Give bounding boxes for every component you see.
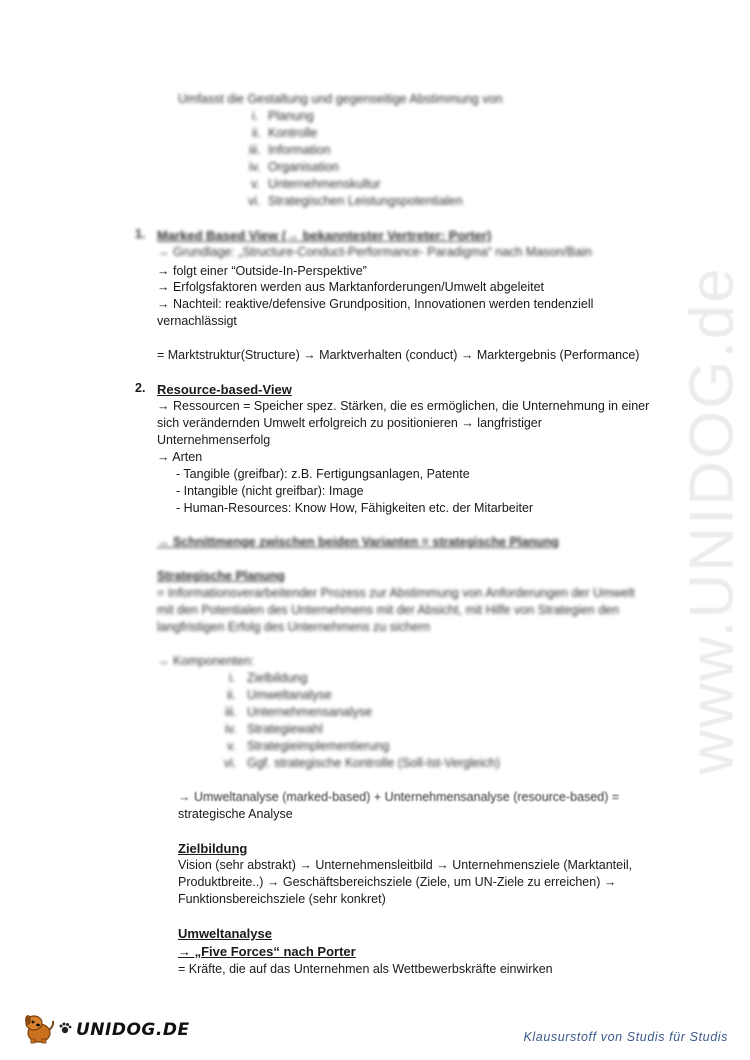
zielbildung-title: Zielbildung [178,841,248,856]
section1-line: vernachlässigt [157,314,237,328]
umweltanalyse-line: = Kräfte, die auf das Unternehmen als Wettbewerbskräfte einwirken [178,962,553,976]
component-item: Ggf. strategische Kontrolle (Soll-Ist-Vergleich) [247,756,500,770]
intro-item: Planung [268,109,314,123]
component-item: Zielbildung [247,671,308,685]
section2-type: - Tangible (greifbar): z.B. Fertigungsanlagen, Patente [176,467,470,481]
five-forces-heading: → „Five Forces“ nach Porter [178,944,356,959]
component-item: Unternehmensanalyse [247,705,373,719]
section2-line: sich verändernden Umwelt erfolgreich zu positionieren → langfristiger [157,416,542,430]
intro-item: Unternehmenskultur [268,177,381,191]
component-num: vi. [224,756,237,770]
section1-line: → Grundlage: „Structure-Conduct-Performance- Paradigma“ nach Mason/Bain [157,245,592,259]
section1-formula: = Marktstruktur(Structure) → Marktverhalten (conduct) → Marktergebnis (Performance) [157,348,640,362]
component-num: v. [227,739,236,753]
intersection-heading: → Schnittmenge zwischen beiden Varianten = strategische Planung [157,535,559,549]
zielbildung-line: Vision (sehr abstrakt) → Unternehmensleitbild → Unternehmensziele (Marktanteil, [178,858,633,872]
component-item: Strategieimplementierung [247,739,390,753]
strategic-planning-title: Strategische Planung [157,569,285,583]
section2-title: Resource-based-View [157,382,292,397]
logo-text: UNIDOG.DE [76,1019,190,1040]
intro-item-num: i. [252,109,259,123]
section1-line: → Nachteil: reaktive/defensive Grundposition, Innovationen werden tendenziell [157,297,594,311]
paw-icon [58,1021,72,1038]
section2-number: 2. [135,381,146,395]
component-item: Strategiewahl [247,722,323,736]
intro-text: Umfasst die Gestaltung und gegenseitige Abstimmung von [178,92,503,106]
dog-icon [22,1012,56,1047]
intro-item: Organisation [268,160,339,174]
section2-type: - Human-Resources: Know How, Fähigkeiten etc. der Mitarbeiter [176,501,534,515]
component-num: iii. [225,705,237,719]
section2-line: → Ressourcen = Speicher spez. Stärken, die es ermöglichen, die Unternehmung in einer [157,399,650,413]
section1-line: → Erfolgsfaktoren werden aus Marktanforderungen/Umwelt abgeleitet [157,280,545,294]
component-num: iv. [225,722,237,736]
intro-item: Kontrolle [268,126,318,140]
strategic-planning-line: langfristigen Erfolg des Unternehmens zu sichern [157,620,431,634]
zielbildung-line: Produktbreite..) → Geschäftsbereichsziele (Ziele, um UN-Ziele zu erreichen) → [178,875,617,889]
intro-item: Information [268,143,331,157]
section2-type: - Intangible (nicht greifbar): Image [176,484,364,498]
section2-line: Unternehmenserfolg [157,433,271,447]
zielbildung-line: Funktionsbereichsziele (sehr konkret) [178,892,386,906]
analysis-line: → Umweltanalyse (marked-based) + Unternehmensanalyse (resource-based) = [178,790,620,804]
analysis-line: strategische Analyse [178,807,293,821]
footer-tagline: Klausurstoff von Studis für Studis [523,1030,728,1044]
intro-item-num: ii. [252,126,262,140]
umweltanalyse-title: Umweltanalyse [178,926,272,941]
section2-line: → Arten [157,450,203,464]
watermark: www.UNIDOG.de [677,265,747,775]
intro-item-num: iii. [249,143,261,157]
section1-title: Marked Based View (→ bekanntester Vertreter: Porter) [157,228,492,243]
intro-item-num: v. [251,177,260,191]
strategic-planning-line: mit den Potentialen des Unternehmens mit der Absicht, mit Hilfe von Strategien den [157,603,620,617]
component-num: i. [229,671,236,685]
component-item: Umweltanalyse [247,688,332,702]
unidog-logo [22,1012,190,1047]
component-num: ii. [227,688,237,702]
section1-number: 1. [135,227,146,241]
intro-item-num: vi. [248,194,261,208]
intro-item-num: iv. [249,160,261,174]
strategic-planning-line: = Informationsverarbeitender Prozess zur Abstimmung von Anforderungen der Umwelt [157,586,635,600]
components-label: → Komponenten: [157,654,255,668]
section1-line: → folgt einer “Outside-In-Perspektive” [157,264,367,278]
intro-item: Strategischen Leistungspotentialen [268,194,463,208]
